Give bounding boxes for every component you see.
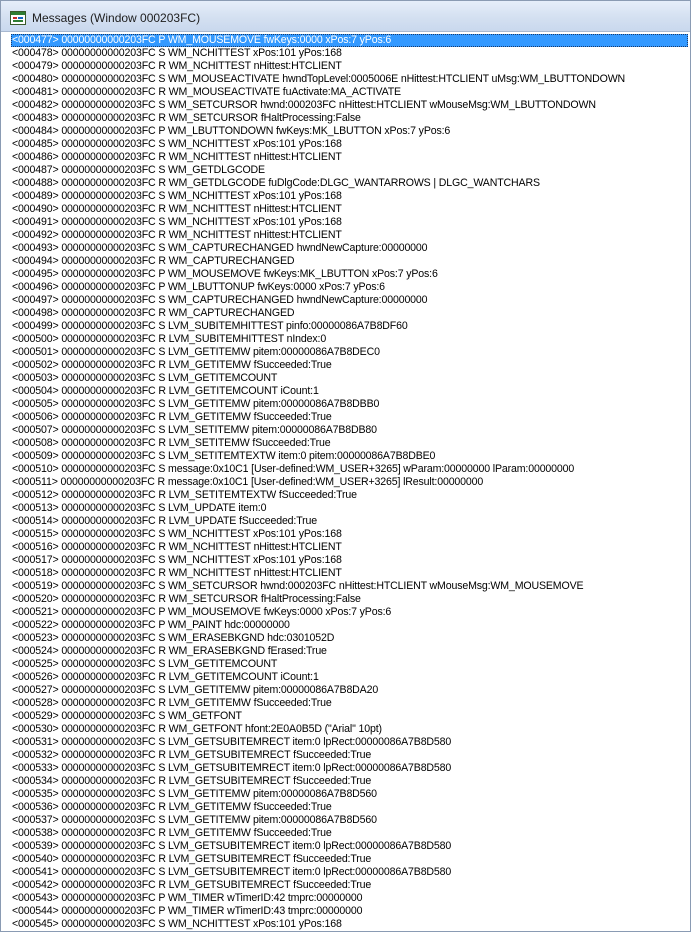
message-row[interactable]: <000497> 00000000000203FC S WM_CAPTURECHANGED hwndNewCapture:00000000 [12,294,428,306]
message-row[interactable]: <000533> 00000000000203FC S LVM_GETSUBITEMRECT item:0 lpRect:00000086A7B8D580 [12,762,452,774]
message-row[interactable]: <000526> 00000000000203FC R LVM_GETITEMCOUNT iCount:1 [12,671,319,683]
message-row[interactable]: <000492> 00000000000203FC R WM_NCHITTEST nHittest:HTCLIENT [12,229,342,241]
message-row[interactable]: <000514> 00000000000203FC R LVM_UPDATE fSucceeded:True [12,515,318,527]
message-row[interactable]: <000487> 00000000000203FC S WM_GETDLGCODE [12,164,265,176]
message-row[interactable]: <000530> 00000000000203FC R WM_GETFONT hfont:2E0A0B5D ("Arial" 10pt) [12,723,382,735]
message-row[interactable]: <000521> 00000000000203FC P WM_MOUSEMOVE fwKeys:0000 xPos:7 yPos:6 [12,606,392,618]
message-row[interactable]: <000535> 00000000000203FC S LVM_GETITEMW pitem:00000086A7B8D560 [12,788,377,800]
message-row[interactable]: <000502> 00000000000203FC R LVM_GETITEMW fSucceeded:True [12,359,332,371]
message-row[interactable]: <000532> 00000000000203FC R LVM_GETSUBITEMRECT fSucceeded:True [12,749,372,761]
message-row[interactable]: <000503> 00000000000203FC S LVM_GETITEMCOUNT [12,372,278,384]
message-row[interactable]: <000512> 00000000000203FC R LVM_SETITEMTEXTW fSucceeded:True [12,489,357,501]
message-row[interactable]: <000529> 00000000000203FC S WM_GETFONT [12,710,242,722]
message-row[interactable]: <000520> 00000000000203FC R WM_SETCURSOR fHaltProcessing:False [12,593,361,605]
message-row[interactable]: <000505> 00000000000203FC S LVM_GETITEMW pitem:00000086A7B8DBB0 [12,398,380,410]
message-row[interactable]: <000491> 00000000000203FC S WM_NCHITTEST xPos:101 yPos:168 [12,216,342,228]
message-row[interactable]: <000500> 00000000000203FC R LVM_SUBITEMHITTEST nIndex:0 [12,333,327,345]
window-title: Messages (Window 000203FC) [32,11,201,25]
message-row[interactable]: <000480> 00000000000203FC S WM_MOUSEACTIVATE hwndTopLevel:0005006E nHittest:HTCLIENT uMsg:WM_LBUTTONDOWN [12,73,626,85]
message-row[interactable]: <000493> 00000000000203FC S WM_CAPTURECHANGED hwndNewCapture:00000000 [12,242,428,254]
message-row[interactable]: <000538> 00000000000203FC R LVM_GETITEMW fSucceeded:True [12,827,332,839]
message-row[interactable]: <000517> 00000000000203FC S WM_NCHITTEST xPos:101 yPos:168 [12,554,342,566]
message-row[interactable]: <000483> 00000000000203FC R WM_SETCURSOR fHaltProcessing:False [12,112,361,124]
message-row[interactable]: <000537> 00000000000203FC S LVM_GETITEMW pitem:00000086A7B8D560 [12,814,377,826]
message-row[interactable]: <000539> 00000000000203FC S LVM_GETSUBITEMRECT item:0 lpRect:00000086A7B8D580 [12,840,452,852]
message-row[interactable]: <000499> 00000000000203FC S LVM_SUBITEMHITTEST pinfo:00000086A7B8DF60 [12,320,408,332]
message-row[interactable]: <000509> 00000000000203FC S LVM_SETITEMTEXTW item:0 pitem:00000086A7B8DBE0 [12,450,436,462]
message-row[interactable]: <000524> 00000000000203FC R WM_ERASEBKGND fErased:True [12,645,327,657]
message-row[interactable]: <000513> 00000000000203FC S LVM_UPDATE item:0 [12,502,267,514]
message-row[interactable]: <000481> 00000000000203FC R WM_MOUSEACTIVATE fuActivate:MA_ACTIVATE [12,86,401,98]
message-row[interactable]: <000534> 00000000000203FC R LVM_GETSUBITEMRECT fSucceeded:True [12,775,372,787]
message-row[interactable]: <000486> 00000000000203FC R WM_NCHITTEST nHittest:HTCLIENT [12,151,342,163]
message-row[interactable]: <000498> 00000000000203FC R WM_CAPTURECHANGED [12,307,295,319]
message-row[interactable]: <000541> 00000000000203FC S LVM_GETSUBITEMRECT item:0 lpRect:00000086A7B8D580 [12,866,452,878]
message-row[interactable]: <000518> 00000000000203FC R WM_NCHITTEST nHittest:HTCLIENT [12,567,342,579]
message-row[interactable]: <000489> 00000000000203FC S WM_NCHITTEST xPos:101 yPos:168 [12,190,342,202]
message-row[interactable]: <000488> 00000000000203FC R WM_GETDLGCODE fuDlgCode:DLGC_WANTARROWS | DLGC_WANTCHARS [12,177,540,189]
message-row[interactable]: <000484> 00000000000203FC P WM_LBUTTONDOWN fwKeys:MK_LBUTTON xPos:7 yPos:6 [12,125,451,137]
message-row[interactable]: <000504> 00000000000203FC R LVM_GETITEMCOUNT iCount:1 [12,385,319,397]
message-row[interactable]: <000508> 00000000000203FC R LVM_SETITEMW fSucceeded:True [12,437,331,449]
message-row[interactable]: <000519> 00000000000203FC S WM_SETCURSOR hwnd:000203FC nHittest:HTCLIENT wMouseMsg:WM_MOUSEMOVE [12,580,584,592]
message-row[interactable]: <000494> 00000000000203FC R WM_CAPTURECHANGED [12,255,295,267]
message-row[interactable]: <000478> 00000000000203FC S WM_NCHITTEST xPos:101 yPos:168 [12,47,342,59]
message-row[interactable]: <000515> 00000000000203FC S WM_NCHITTEST xPos:101 yPos:168 [12,528,342,540]
message-row[interactable]: <000501> 00000000000203FC S LVM_GETITEMW pitem:00000086A7B8DEC0 [12,346,380,358]
message-row[interactable]: <000516> 00000000000203FC R WM_NCHITTEST nHittest:HTCLIENT [12,541,342,553]
message-row[interactable]: <000525> 00000000000203FC S LVM_GETITEMCOUNT [12,658,278,670]
message-row[interactable]: <000510> 00000000000203FC S message:0x10C1 [User-defined:WM_USER+3265] wParam:00000000 lParam:00000000 [12,463,575,475]
message-row[interactable]: <000496> 00000000000203FC P WM_LBUTTONUP fwKeys:0000 xPos:7 yPos:6 [12,281,385,293]
message-row[interactable]: <000523> 00000000000203FC S WM_ERASEBKGND hdc:0301052D [12,632,335,644]
message-row[interactable]: <000531> 00000000000203FC S LVM_GETSUBITEMRECT item:0 lpRect:00000086A7B8D580 [12,736,452,748]
message-row[interactable]: <000482> 00000000000203FC S WM_SETCURSOR hwnd:000203FC nHittest:HTCLIENT wMouseMsg:WM_LBUTTONDOWN [12,99,596,111]
message-row[interactable]: <000527> 00000000000203FC S LVM_GETITEMW pitem:00000086A7B8DA20 [12,684,379,696]
message-list[interactable] [11,34,688,931]
message-row[interactable]: <000495> 00000000000203FC P WM_MOUSEMOVE fwKeys:MK_LBUTTON xPos:7 yPos:6 [12,268,438,280]
messages-window-icon [10,11,26,25]
message-row[interactable]: <000542> 00000000000203FC R LVM_GETSUBITEMRECT fSucceeded:True [12,879,372,891]
message-row[interactable]: <000506> 00000000000203FC R LVM_GETITEMW fSucceeded:True [12,411,332,423]
message-row[interactable]: <000511> 00000000000203FC R message:0x10C1 [User-defined:WM_USER+3265] lResult:00000000 [12,476,484,488]
message-row[interactable]: <000540> 00000000000203FC R LVM_GETSUBITEMRECT fSucceeded:True [12,853,372,865]
message-row[interactable]: <000545> 00000000000203FC S WM_NCHITTEST xPos:101 yPos:168 [12,918,342,930]
message-row[interactable]: <000544> 00000000000203FC P WM_TIMER wTimerID:43 tmprc:00000000 [12,905,363,917]
message-row[interactable]: <000543> 00000000000203FC P WM_TIMER wTimerID:42 tmprc:00000000 [12,892,363,904]
message-row[interactable]: <000528> 00000000000203FC R LVM_GETITEMW fSucceeded:True [12,697,332,709]
message-row[interactable]: <000536> 00000000000203FC R LVM_GETITEMW fSucceeded:True [12,801,332,813]
message-row[interactable]: <000479> 00000000000203FC R WM_NCHITTEST nHittest:HTCLIENT [12,60,342,72]
title-bar[interactable] [1,1,690,32]
message-row[interactable]: <000477> 00000000000203FC P WM_MOUSEMOVE fwKeys:0000 xPos:7 yPos:6 [11,34,688,47]
message-row[interactable]: <000507> 00000000000203FC S LVM_SETITEMW pitem:00000086A7B8DB80 [12,424,377,436]
message-row[interactable]: <000485> 00000000000203FC S WM_NCHITTEST xPos:101 yPos:168 [12,138,342,150]
message-row[interactable]: <000522> 00000000000203FC P WM_PAINT hdc:00000000 [12,619,290,631]
message-row[interactable]: <000490> 00000000000203FC R WM_NCHITTEST nHittest:HTCLIENT [12,203,342,215]
